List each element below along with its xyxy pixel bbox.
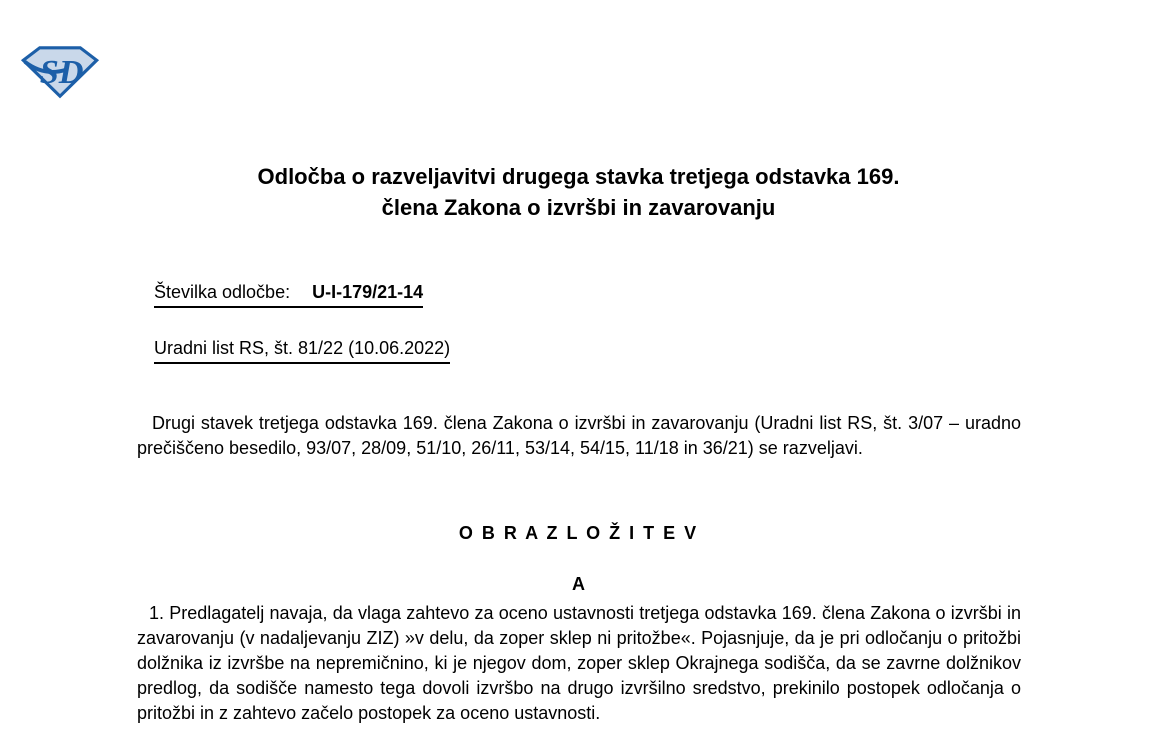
document-title-line2: člena Zakona o izvršbi in zavarovanju — [381, 195, 776, 220]
operative-paragraph: Drugi stavek tretjega odstavka 169. člena Zakona o izvršbi in zavarovanju (Uradni list RS, št. 3/07 – uradno prečiščeno besedilo, 93/07, 28/09, 51/10, 26/11, 53/14, 54/15, 11/18 in 36/21) se razveljavi. — [137, 413, 1021, 458]
logo-letters: SD — [39, 52, 84, 91]
sd-logo-graphic — [21, 45, 99, 99]
document-title — [0, 161, 1157, 223]
official-gazette-line — [154, 336, 450, 364]
decision-number-underline — [154, 280, 423, 308]
decision-number-value: U-I-179/21-14 — [312, 282, 424, 302]
reasoning-heading: O B R A Z L O Ž I T E V — [458, 523, 699, 543]
reasoning-paragraph-1: 1. Predlagatelj navaja, da vlaga zahtevo za oceno ustavnosti tretjega odstavka 169. člena Zakona o izvršbi in zavarovanju (v nadaljevanju ZIZ) »v delu, da zoper sklep ni pritožbe«. Pojasnjuje, da je pri odločanju o pritožbi dolžnika iz izvršbe na nepremičnino, ki je njegov dom, zoper sklep Okrajnega sodišča, da se zavrne dolžnikov predlog, da sodišče namesto tega dovoli izvršbo na drugo izvršilno sredstvo, prekinilo postopek odločanja o pritožbi in z zahtevo začelo postopek za oceno ustavnosti. — [137, 603, 1021, 723]
decision-number-label: Številka odločbe: — [154, 282, 291, 302]
decision-number-line — [154, 280, 423, 308]
document-title-line1: Odločba o razveljavitvi drugega stavka tretjega odstavka 169. — [257, 164, 900, 189]
sd-logo — [21, 45, 99, 99]
official-gazette-text: Uradni list RS, št. 81/22 (10.06.2022) — [154, 336, 450, 364]
section-a-heading: A — [572, 574, 585, 594]
